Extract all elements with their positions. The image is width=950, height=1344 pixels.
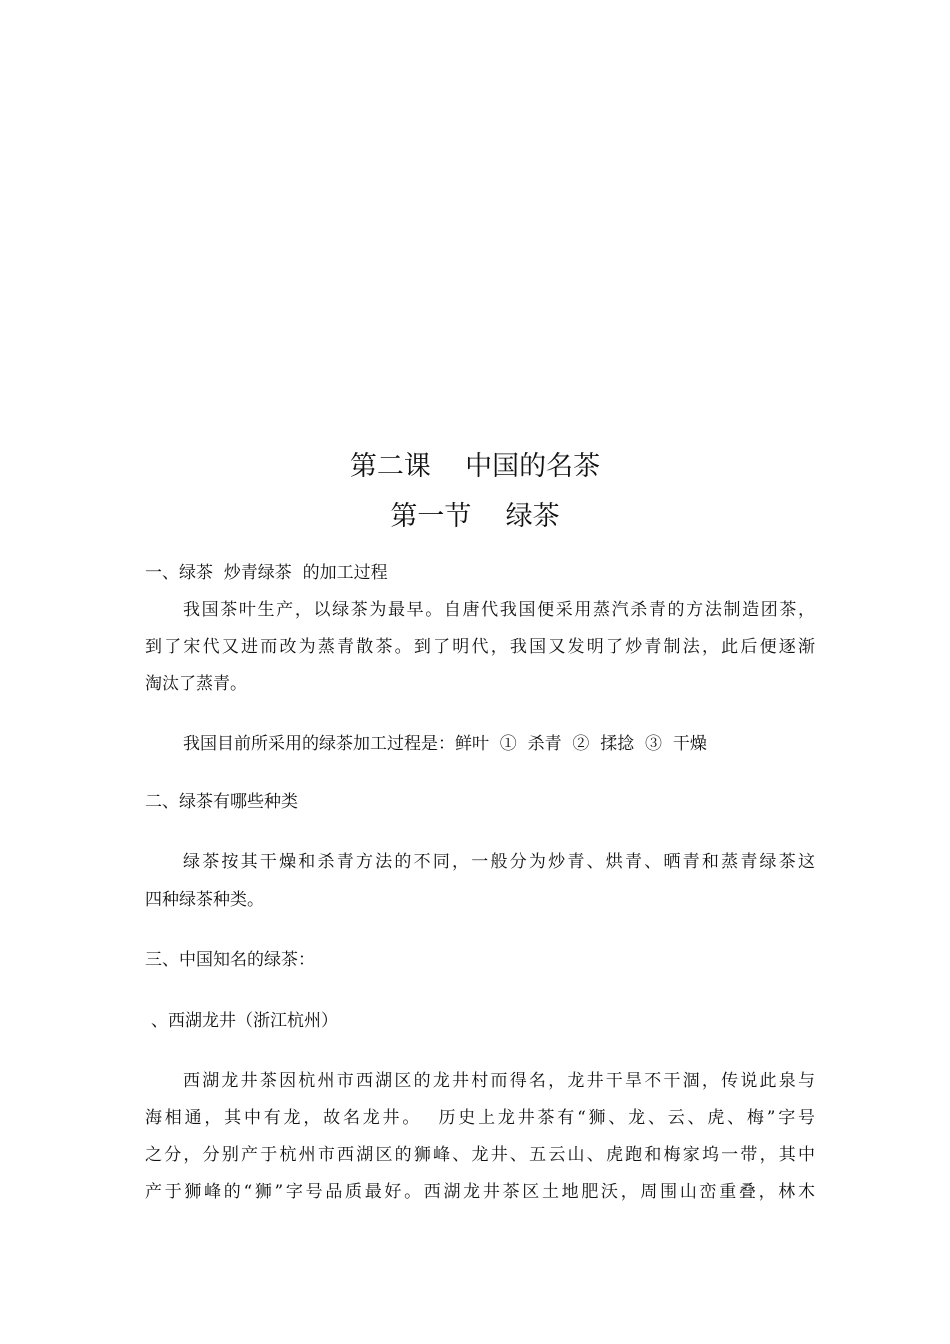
paragraph-line: 绿茶按其干燥和杀青方法的不同，一般分为炒青、烘青、晒青和蒸青绿茶这	[183, 852, 815, 872]
paragraph-line: 海相通，其中有龙，故名龙井。 历史上龙井茶有“狮、龙、云、虎、梅”字号	[145, 1108, 815, 1128]
paragraph-line: 到了宋代又进而改为蒸青散茶。到了明代，我国又发明了炒青制法，此后便逐渐	[145, 637, 815, 657]
page-title: 第二课 中国的名茶	[349, 451, 601, 482]
process-steps: 我国目前所采用的绿茶加工过程是：鲜叶 ① 杀青 ② 揉捻 ③ 干燥	[183, 734, 707, 754]
heading-processing: 一、绿茶 炒青绿茶 的加工过程	[145, 563, 388, 583]
paragraph-line: 西湖龙井茶因杭州市西湖区的龙井村而得名，龙井干旱不干涸，传说此泉与	[183, 1071, 815, 1091]
list-item-xihu-longjing: 、西湖龙井（浙江杭州）	[151, 1011, 338, 1031]
section-subtitle: 第一节 绿茶	[390, 501, 560, 532]
paragraph-line: 之分，分别产于杭州市西湖区的狮峰、龙井、五云山、虎跑和梅家坞一带，其中	[145, 1145, 815, 1165]
heading-famous-teas: 三、中国知名的绿茶：	[145, 950, 315, 970]
paragraph-line: 淘汰了蒸青。	[145, 674, 247, 694]
paragraph-line: 我国茶叶生产，以绿茶为最早。自唐代我国便采用蒸汽杀青的方法制造团茶，	[183, 600, 815, 620]
paragraph-line: 产于狮峰的“狮”字号品质最好。西湖龙井茶区土地肥沃，周围山峦重叠，林木	[145, 1182, 815, 1202]
paragraph-line: 四种绿茶种类。	[145, 890, 264, 910]
heading-types: 二、绿茶有哪些种类	[145, 792, 298, 812]
